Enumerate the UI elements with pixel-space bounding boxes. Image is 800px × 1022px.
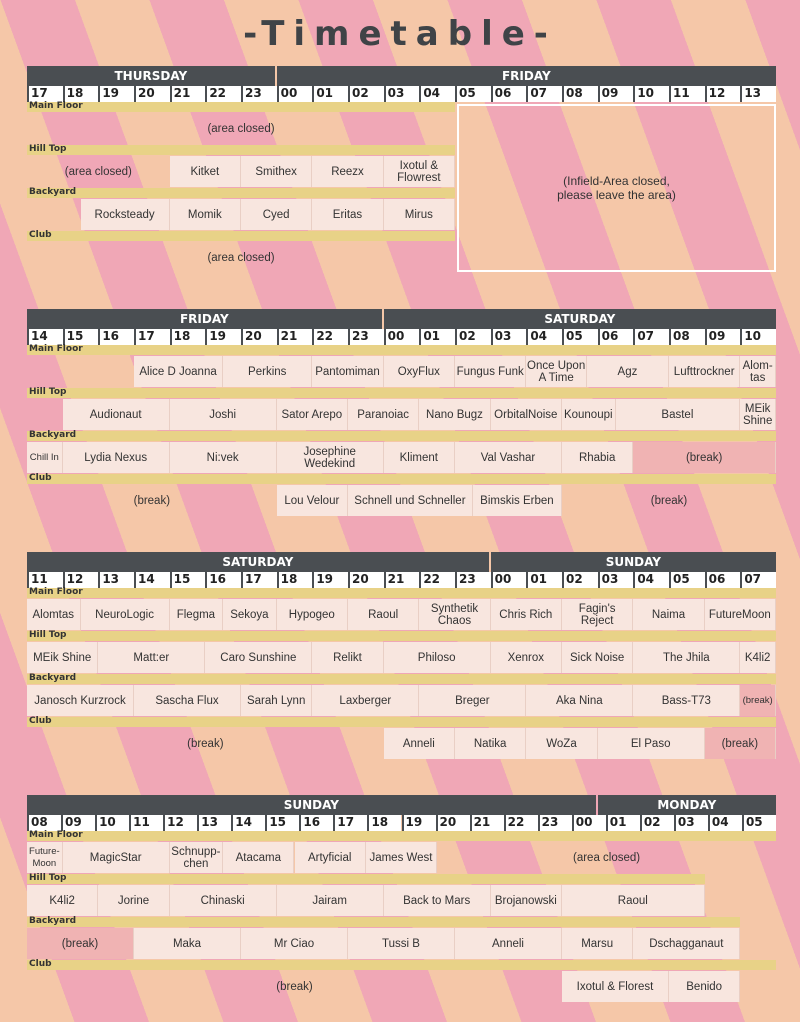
act-slot: Lou Velour — [277, 485, 348, 516]
act-slot: Laxberger — [312, 685, 419, 716]
hour-label: 05 — [669, 572, 705, 588]
act-slot: WoZa — [526, 728, 597, 759]
hour-label: 10 — [740, 329, 776, 345]
hour-label: 13 — [98, 572, 134, 588]
day-header: SUNDAY — [27, 795, 596, 815]
act-slot: Relikt — [312, 642, 383, 673]
act-slot: Flegma — [170, 599, 224, 630]
day-header: FRIDAY — [277, 66, 776, 86]
act-slot: Anneli — [455, 928, 562, 959]
stage-label: Club — [27, 960, 776, 970]
day-header: FRIDAY — [27, 309, 382, 329]
stage-label: Main Floor — [27, 102, 455, 112]
hour-label: 19 — [98, 86, 134, 102]
status-slot: (break) — [133, 494, 171, 507]
hour-label: 11 — [669, 86, 705, 102]
day-header: THURSDAY — [27, 66, 275, 86]
hour-label: 04 — [526, 329, 562, 345]
hour-label: 17 — [27, 86, 63, 102]
hour-label: 15 — [63, 329, 99, 345]
hour-label: 01 — [606, 815, 640, 831]
act-slot: James West — [366, 842, 437, 873]
act-slot: Schnell und Schneller — [348, 485, 473, 516]
status-slot: (break) — [650, 494, 688, 507]
hour-label: 14 — [231, 815, 265, 831]
act-slot: K4li2 — [740, 642, 776, 673]
hour-label: 08 — [27, 815, 61, 831]
act-slot: Fungus Funk — [455, 356, 526, 387]
hour-label: 14 — [27, 329, 63, 345]
hour-label: 15 — [265, 815, 299, 831]
act-slot: Mirus — [384, 199, 455, 230]
hour-label: 04 — [708, 815, 742, 831]
stage-label: Backyard — [27, 188, 455, 198]
hour-label: 08 — [562, 86, 598, 102]
stage-label: Main Floor — [27, 831, 776, 841]
hour-label: 21 — [384, 572, 420, 588]
status-slot: (area closed) — [207, 122, 275, 135]
act-slot: Perkins — [223, 356, 312, 387]
act-slot: Lydia Nexus — [63, 442, 170, 473]
day-header: SATURDAY — [27, 552, 489, 572]
act-slot: Bass-T73 — [633, 685, 740, 716]
day-header: SUNDAY — [491, 552, 776, 572]
act-slot: Smithex — [241, 156, 312, 187]
act-slot: Audionaut — [63, 399, 170, 430]
act-slot: Chill In — [27, 442, 63, 473]
hour-label: 06 — [491, 86, 527, 102]
act-slot: Eritas — [312, 199, 383, 230]
hour-label: 20 — [436, 815, 470, 831]
act-slot: Agz — [587, 356, 669, 387]
hour-label: 23 — [348, 329, 384, 345]
stage-label: Hill Top — [27, 631, 776, 641]
act-slot: Caro Sunshine — [205, 642, 312, 673]
schedule-section — [27, 309, 776, 519]
hour-label: 05 — [455, 86, 491, 102]
act-slot: Janosch Kurzrock — [27, 685, 134, 716]
stage-label: Club — [27, 231, 455, 241]
hour-label: 02 — [455, 329, 491, 345]
hour-label: 01 — [419, 329, 455, 345]
act-slot: Artyficial — [295, 842, 366, 873]
hour-label: 02 — [348, 86, 384, 102]
act-slot: Bastel — [616, 399, 741, 430]
act-slot: Chinaski — [170, 885, 277, 916]
hour-label: 12 — [163, 815, 197, 831]
act-slot: Breger — [419, 685, 526, 716]
stage-label: Backyard — [27, 431, 776, 441]
hour-label: 13 — [197, 815, 231, 831]
hour-label: 05 — [562, 329, 598, 345]
act-slot: Sascha Flux — [134, 685, 241, 716]
act-slot: Fagin's Reject — [562, 599, 633, 630]
hour-label: 20 — [134, 86, 170, 102]
stage-label: Backyard — [27, 674, 776, 684]
act-slot: Mr Ciao — [241, 928, 348, 959]
hour-label: 03 — [674, 815, 708, 831]
act-slot: The Jhila — [633, 642, 740, 673]
act-slot: Sekoya — [223, 599, 277, 630]
hour-label: 00 — [277, 86, 313, 102]
hour-label: 03 — [384, 86, 420, 102]
act-slot: Tussi B — [348, 928, 455, 959]
act-slot — [27, 199, 81, 230]
act-slot: Hypogeo — [277, 599, 348, 630]
hour-label: 22 — [504, 815, 538, 831]
act-slot: Once Upon A Time — [526, 356, 587, 387]
act-slot: Maka — [134, 928, 241, 959]
status-slot: (break) — [187, 737, 224, 750]
hour-label: 20 — [241, 329, 277, 345]
act-slot: Alom-tas — [740, 356, 776, 387]
act-slot: Aka Nina — [526, 685, 633, 716]
hour-label: 18 — [277, 572, 313, 588]
act-slot: OrbitalNoise — [491, 399, 562, 430]
hour-label: 02 — [562, 572, 598, 588]
act-slot: Chris Rich — [491, 599, 562, 630]
hour-label: 06 — [598, 329, 634, 345]
act-slot: Alomtas — [27, 599, 81, 630]
schedule-section — [27, 795, 776, 1005]
hour-label: 17 — [241, 572, 277, 588]
hour-label: 13 — [740, 86, 776, 102]
hour-label: 15 — [170, 572, 206, 588]
status-slot: (area closed) — [207, 251, 275, 264]
act-slot: Raoul — [562, 885, 705, 916]
act-slot: MEik Shine — [740, 399, 776, 430]
hour-label: 14 — [134, 572, 170, 588]
act-slot: Ixotul & Florest — [562, 971, 669, 1002]
page-title: -Timetable- — [243, 14, 557, 54]
act-slot: Kitket — [170, 156, 241, 187]
act-slot: Sarah Lynn — [241, 685, 312, 716]
act-slot: FutureMoon — [705, 599, 776, 630]
act-slot: Rhabia — [562, 442, 633, 473]
act-slot: Atacama — [223, 842, 294, 873]
hour-label: 09 — [705, 329, 741, 345]
act-slot: Future-Moon — [27, 842, 63, 873]
hour-label: 12 — [705, 86, 741, 102]
act-slot: Reezx — [312, 156, 383, 187]
stage-label: Hill Top — [27, 874, 705, 884]
hour-label: 12 — [63, 572, 99, 588]
act-slot: Xenrox — [491, 642, 562, 673]
hour-label: 16 — [205, 572, 241, 588]
hour-label: 22 — [419, 572, 455, 588]
hour-label: 17 — [134, 329, 170, 345]
act-slot: Lufttrockner — [669, 356, 740, 387]
act-slot: K4li2 — [27, 885, 98, 916]
act-slot: Synthetik Chaos — [419, 599, 490, 630]
hour-label: 11 — [129, 815, 163, 831]
act-slot: Kounoupi — [562, 399, 616, 430]
act-slot: Brojanowski — [491, 885, 562, 916]
hour-label: 19 — [205, 329, 241, 345]
act-slot: Bimskis Erben — [473, 485, 562, 516]
hour-label: 22 — [205, 86, 241, 102]
hour-label: 18 — [367, 815, 401, 831]
hour-label: 19 — [402, 815, 436, 831]
act-slot: Naima — [633, 599, 704, 630]
hour-label: 21 — [170, 86, 206, 102]
hour-label: 06 — [705, 572, 741, 588]
act-slot: Cyed — [241, 199, 312, 230]
status-slot: (area closed) — [573, 851, 641, 864]
stage-label: Main Floor — [27, 345, 776, 355]
status-slot: (break) — [633, 442, 776, 473]
day-header: SATURDAY — [384, 309, 776, 329]
hour-label: 10 — [95, 815, 129, 831]
act-slot: Anneli — [384, 728, 455, 759]
act-slot: Paranoiac — [348, 399, 419, 430]
hour-label: 01 — [526, 572, 562, 588]
hour-label: 10 — [633, 86, 669, 102]
act-slot: Dschagganaut — [633, 928, 740, 959]
act-slot: Ni:vek — [170, 442, 277, 473]
act-slot: Nano Bugz — [419, 399, 490, 430]
act-slot — [27, 356, 134, 387]
act-slot: Joshi — [170, 399, 277, 430]
hour-label: 04 — [633, 572, 669, 588]
act-slot: Kliment — [384, 442, 455, 473]
act-slot: Josephine Wedekind — [277, 442, 384, 473]
act-slot: Philoso — [384, 642, 491, 673]
hour-label: 00 — [384, 329, 420, 345]
hour-label: 07 — [633, 329, 669, 345]
act-slot: El Paso — [598, 728, 705, 759]
status-slot: (break) — [705, 728, 776, 759]
act-slot: Raoul — [348, 599, 419, 630]
status-slot: (break) — [276, 980, 313, 993]
act-slot: Val Vashar — [455, 442, 562, 473]
act-slot: MEik Shine — [27, 642, 98, 673]
hour-label: 00 — [572, 815, 606, 831]
hour-label: 07 — [740, 572, 776, 588]
hour-label: 23 — [455, 572, 491, 588]
hour-label: 11 — [27, 572, 63, 588]
hour-label: 21 — [277, 329, 313, 345]
schedule-section — [27, 552, 776, 762]
hour-label: 03 — [491, 329, 527, 345]
stage-label: Hill Top — [27, 145, 455, 155]
act-slot: Rocksteady — [81, 199, 170, 230]
hour-label: 19 — [312, 572, 348, 588]
hour-label: 08 — [669, 329, 705, 345]
act-slot: Jairam — [277, 885, 384, 916]
act-slot: Benido — [669, 971, 740, 1002]
act-slot: Alice D Joanna — [134, 356, 223, 387]
hour-label: 23 — [538, 815, 572, 831]
act-slot: Natika — [455, 728, 526, 759]
stage-label: Hill Top — [27, 388, 776, 398]
act-slot: Schnupp-chen — [170, 842, 224, 873]
hour-label: 03 — [598, 572, 634, 588]
hour-label: 05 — [742, 815, 776, 831]
hour-label: 16 — [299, 815, 333, 831]
hour-label: 02 — [640, 815, 674, 831]
hour-label: 09 — [598, 86, 634, 102]
hour-label: 16 — [98, 329, 134, 345]
hour-label: 23 — [241, 86, 277, 102]
status-slot: (break) — [27, 928, 134, 959]
hour-label: 22 — [312, 329, 348, 345]
infield-closed-label: (Infield-Area closed, please leave the area) — [557, 174, 676, 202]
hour-label: 01 — [312, 86, 348, 102]
act-slot — [27, 399, 63, 430]
day-header: MONDAY — [598, 795, 776, 815]
hour-label: 09 — [61, 815, 95, 831]
act-slot: NeuroLogic — [81, 599, 170, 630]
stage-label: Backyard — [27, 917, 740, 927]
act-slot: OxyFlux — [384, 356, 455, 387]
act-slot: Back to Mars — [384, 885, 491, 916]
act-slot: Matt:er — [98, 642, 205, 673]
infield-closed-area — [457, 104, 776, 272]
schedule-section — [27, 66, 776, 276]
hour-label: 20 — [348, 572, 384, 588]
stage-label: Club — [27, 717, 776, 727]
status-slot: (break) — [740, 685, 776, 716]
hour-label: 00 — [491, 572, 527, 588]
status-slot: (area closed) — [64, 165, 132, 178]
act-slot: Jorine — [98, 885, 169, 916]
act-slot: Ixotul & Flowrest — [384, 156, 455, 187]
stage-label: Club — [27, 474, 776, 484]
act-slot: MagicStar — [63, 842, 170, 873]
hour-label: 04 — [419, 86, 455, 102]
act-slot: Marsu — [562, 928, 633, 959]
hour-label: 07 — [526, 86, 562, 102]
act-slot: Sick Noise — [562, 642, 633, 673]
hour-label: 17 — [333, 815, 367, 831]
hour-label: 18 — [63, 86, 99, 102]
hour-label: 18 — [170, 329, 206, 345]
act-slot: Momik — [170, 199, 241, 230]
stage-label: Main Floor — [27, 588, 776, 598]
act-slot: Sator Arepo — [277, 399, 348, 430]
hour-label: 21 — [470, 815, 504, 831]
act-slot: Pantomiman — [312, 356, 383, 387]
